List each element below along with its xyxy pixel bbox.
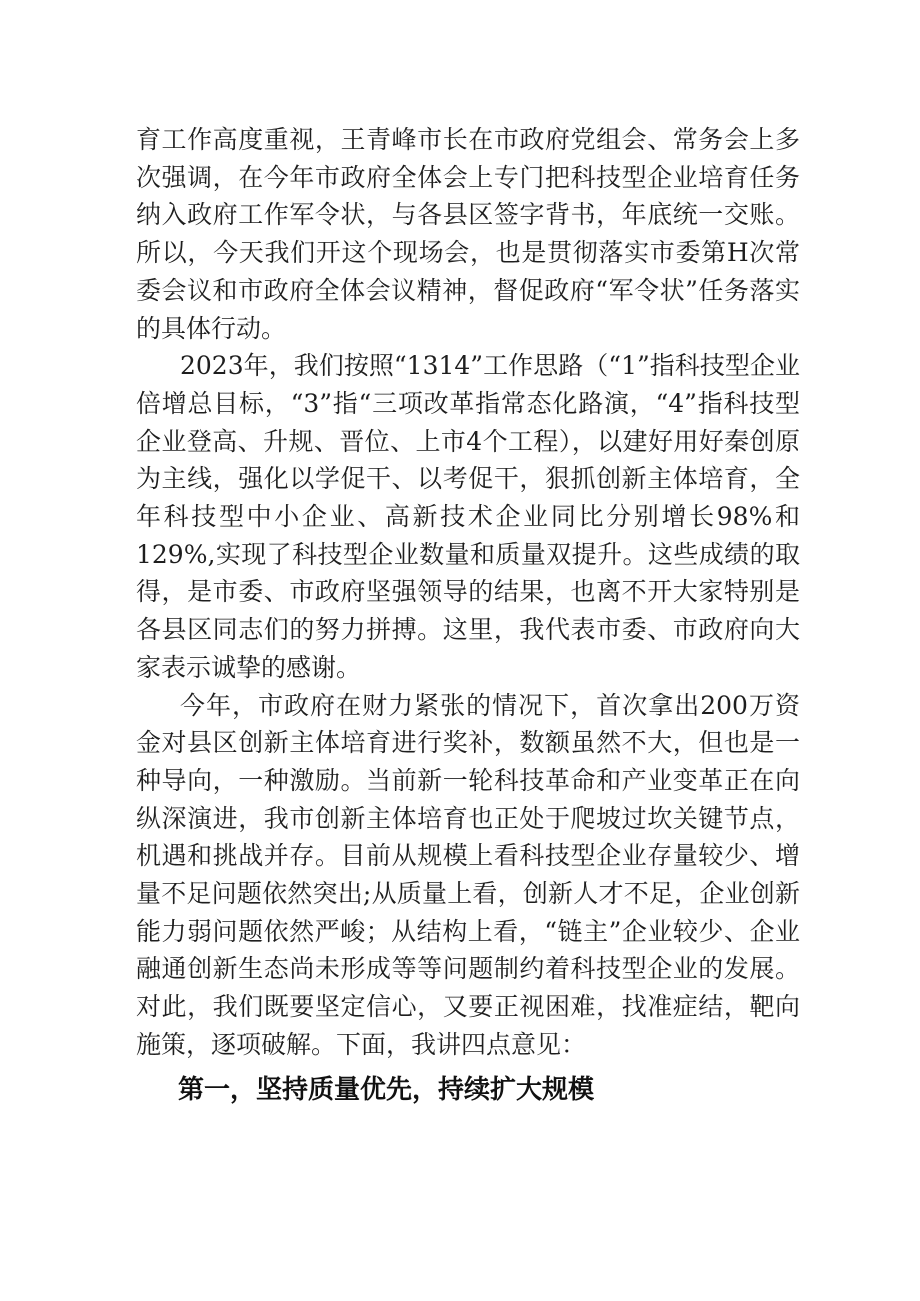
paragraph-2023-achievements: 2023年，我们按照“1314”工作思路（“1”指科技型企业倍增总目标，“3”指“三项改革指常态化路演，“4”指科技型企业登高、升规、晋位、上市4个工程），以建好用好秦创原为主线，强化以学促干、以考促干，狠抓创新主体培育，全年科技型中小企业、高新技术企业同比分别增长98%和129%,实现了科技型企业数量和质量双提升。这些成绩的取得，是市委、市政府坚强领导的结果，也离不开大家特别是各县区同志们的努力拼搏。这里，我代表市委、市政府向大家表示诚挚的感谢。 xyxy=(136,351,800,682)
section-heading: 第一，坚持质量优先，持续扩大规模 xyxy=(178,1074,595,1105)
paragraph-this-year: 今年，市政府在财力紧张的情况下，首次拿出200万资金对县区创新主体培育进行奖补，数额虽然不大，但也是一种导向，一种激励。当前新一轮科技革命和产业变革正在向纵深演进，我市创新主体培育也正处于爬坡过坎关键节点，机遇和挑战并存。目前从规模上看科技型企业存量较少、增量不足问题依然突出;从质量上看，创新人才不足，企业创新能力弱问题依然严峻；从结构上看，“链主”企业较少、企业融通创新生态尚未形成等等问题制约着科技型企业的发展。对此，我们既要坚定信心，又要正视困难，找准症结，靶向施策，逐项破解。下面，我讲四点意见： xyxy=(136,690,800,1059)
paragraph-continued: 育工作高度重视，王青峰市长在市政府党组会、常务会上多次强调，在今年市政府全体会上专门把科技型企业培育任务纳入政府工作军令状，与各县区签字背书，年底统一交账。所以，今天我们开这个现场会，也是贯彻落实市委第H次常委会议和市政府全体会议精神，督促政府“军令状”任务落实的具体行动。 xyxy=(136,125,800,343)
document-body xyxy=(136,121,800,1110)
